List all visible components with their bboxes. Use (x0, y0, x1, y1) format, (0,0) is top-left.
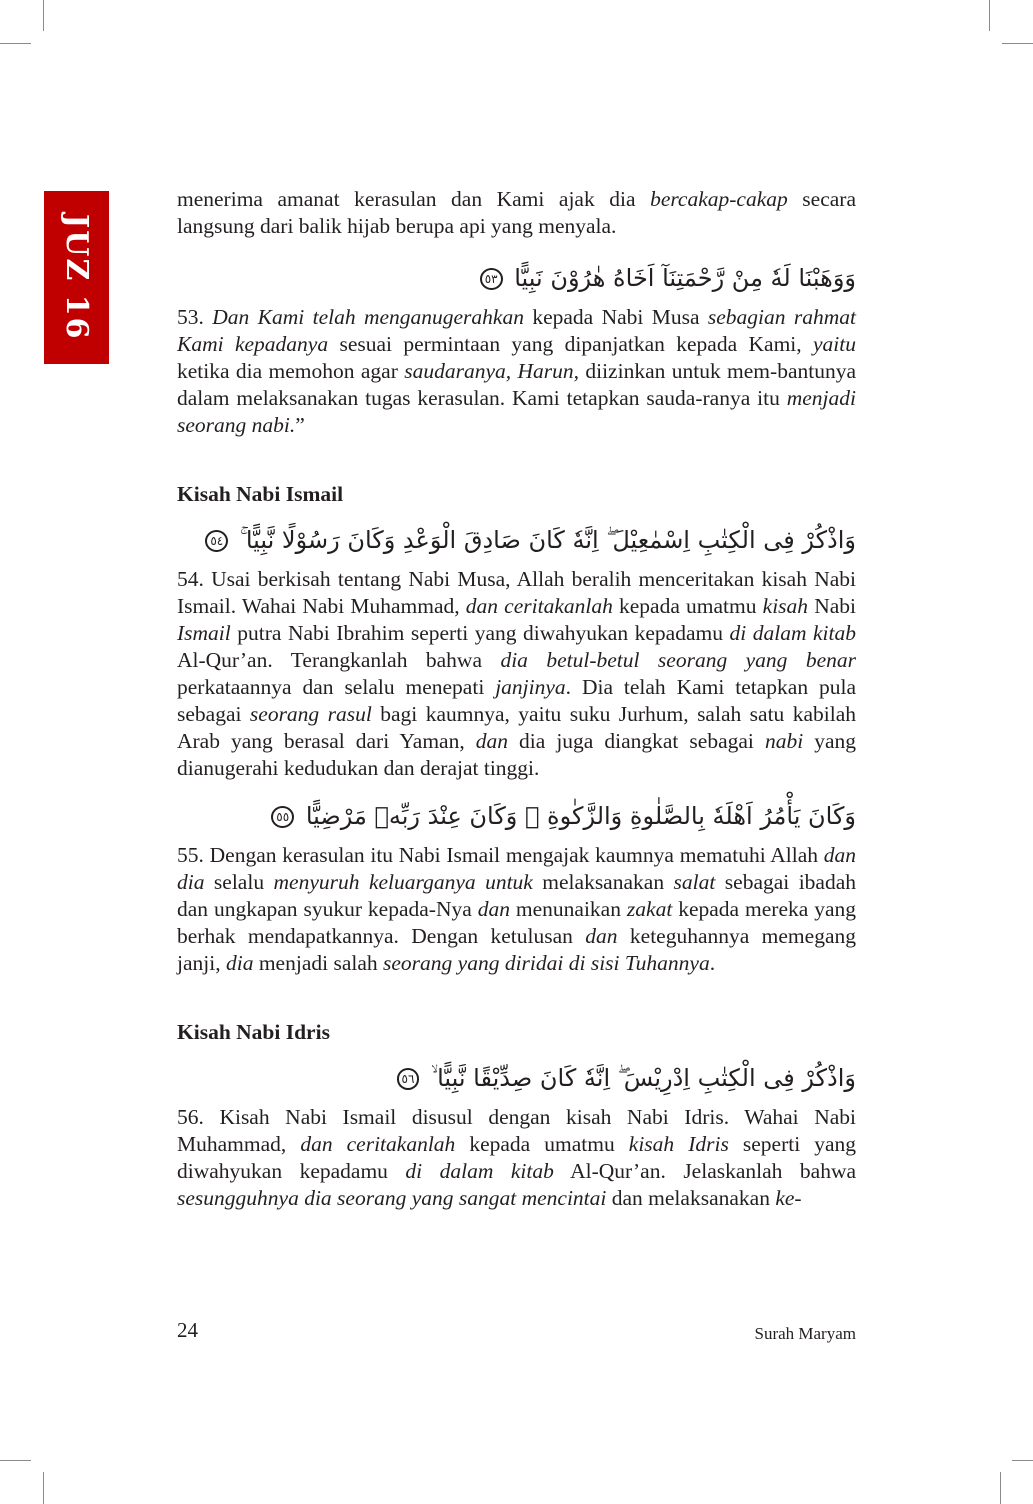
arabic-verse-54: وَاذْكُرْ فِى الْكِتٰبِ اِسْمٰعِيْلَ ۖ اِنَّهٗ كَانَ صَادِقَ الْوَعْدِ وَكَانَ رَسُوْلًا نَّبِيًّا ۚ ٥٤ (177, 520, 856, 560)
verses-container (177, 258, 856, 1212)
crop-mark-top-left-v (43, 0, 44, 31)
section-heading: Kisah Nabi Idris (177, 1020, 330, 1044)
crop-mark-bottom-right-h (1012, 1460, 1033, 1461)
arabic-verse-55: وَكَانَ يَأْمُرُ اَهْلَهٗ بِالصَّلٰوةِ وَالزَّكٰوةِ ۖ وَكَانَ عِنْدَ رَبِّهٖ مَرْضِيًّا ٥٥ (177, 796, 856, 836)
crop-mark-top-right-h (1002, 43, 1033, 44)
translation-55: 55. Dengan kerasulan itu Nabi Ismail mengajak kaumnya mematuhi Allah dan dia selalu menyuruh keluarganya untuk melaksanakan salat sebagai ibadah dan ungkapan syukur kepada-Nya dan menunaikan zakat kepada mereka yang berhak mendapatkannya. Dengan ketulusan dan keteguhannya memegang janji, dia menjadi salah seorang yang diridai di sisi Tuhannya. (177, 843, 857, 975)
ayah-number-icon: ٥٥ (271, 806, 294, 828)
page-number: 24 (177, 1318, 198, 1342)
juz-label: JUZ 16 (59, 214, 94, 341)
ayah-number-icon: ٥٣ (480, 268, 503, 290)
intro-paragraph: menerima amanat kerasulan dan Kami ajak dia bercakap-cakap secara langsung dari balik hijab berupa api yang menyala. (177, 187, 857, 238)
page-content (177, 186, 856, 1212)
juz-tab (44, 191, 109, 364)
crop-mark-top-left-h (0, 43, 31, 44)
section-heading: Kisah Nabi Ismail (177, 482, 344, 506)
arabic-verse-53: وَوَهَبْنَا لَهٗ مِنْ رَّحْمَتِنَآ اَخَاهُ هٰرُوْنَ نَبِيًّا ٥٣ (177, 258, 856, 298)
translation-53: 53. Dan Kami telah menganugerahkan kepada Nabi Musa sebagian rahmat Kami kepadanya sesuai permintaan yang dipanjatkan kepada Kami, yaitu ketika dia memohon agar saudaranya, Harun, diizinkan untuk mem-bantunya dalam melaksanakan tugas kerasulan. Kami tetapkan sauda-ranya itu menjadi seorang nabi.” (177, 305, 857, 437)
crop-mark-top-right-v (989, 0, 990, 31)
crop-mark-bottom-left-v (43, 1472, 44, 1504)
ayah-number-icon: ٥٤ (205, 530, 228, 552)
ayah-number-icon: ٥٦ (397, 1068, 420, 1090)
arabic-verse-56: وَاذْكُرْ فِى الْكِتٰبِ اِدْرِيْسَ ۖ اِنَّهٗ كَانَ صِدِّيْقًا نَّبِيًّا ۙ ٥٦ (177, 1058, 856, 1098)
running-title: Surah Maryam (754, 1324, 856, 1343)
crop-mark-bottom-left-h (0, 1460, 31, 1461)
translation-54: 54. Usai berkisah tentang Nabi Musa, Allah beralih menceritakan kisah Nabi Ismail. Wahai Nabi Muhammad, dan ceritakanlah kepada umatmu kisah Nabi Ismail putra Nabi Ibrahim seperti yang diwahyukan kepadamu di dalam kitab Al-Qur’an. Terangkanlah bahwa dia betul-betul seorang yang benar perkataannya dan selalu menepati janjinya. Dia telah Kami tetapkan pula sebagai seorang rasul bagi kaumnya, yaitu suku Jurhum, salah satu kabilah Arab yang berasal dari Yaman, dan dia juga diangkat sebagai nabi yang dianugerahi kedudukan dan derajat tinggi. (177, 567, 857, 780)
translation-56: 56. Kisah Nabi Ismail disusul dengan kisah Nabi Idris. Wahai Nabi Muhammad, dan ceritakanlah kepada umatmu kisah Idris seperti yang diwahyukan kepadamu di dalam kitab Al-Qur’an. Jelaskanlah bahwa sesungguhnya dia seorang yang sangat mencintai dan melaksanakan ke- (177, 1105, 857, 1210)
crop-mark-bottom-right-v (1000, 1472, 1001, 1504)
